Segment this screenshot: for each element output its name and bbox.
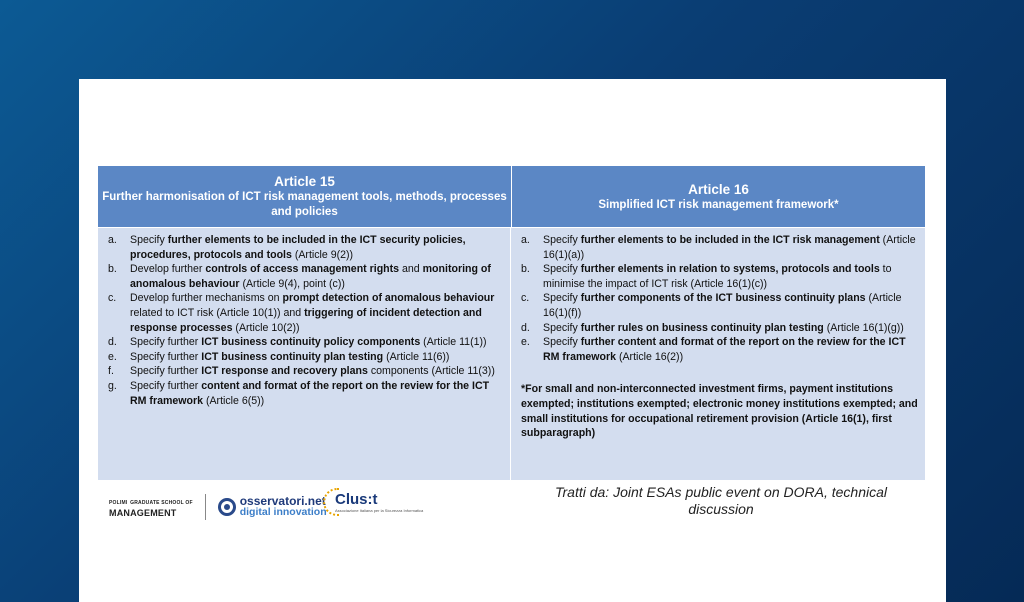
item-text-bold: controls of access management rights bbox=[205, 263, 400, 276]
list-item bbox=[102, 350, 504, 365]
item-text bbox=[130, 291, 504, 335]
item-text bbox=[543, 233, 919, 262]
item-text-plain: components (Article 11(3)) bbox=[367, 365, 495, 378]
item-letter: e. bbox=[108, 350, 117, 363]
item-text-plain: Specify bbox=[543, 292, 581, 305]
item-text-plain: Specify bbox=[543, 336, 581, 349]
item-text bbox=[543, 321, 919, 336]
item-text-plain: Specify bbox=[543, 263, 581, 276]
list-item bbox=[102, 364, 504, 379]
article-15-title: Article 15 bbox=[274, 174, 335, 189]
item-text-bold: prompt detection of anomalous behaviour bbox=[282, 292, 495, 305]
item-letter: a. bbox=[521, 234, 530, 246]
item-text bbox=[130, 379, 504, 408]
item-text-bold: ICT response and recovery plans bbox=[201, 365, 368, 378]
polimi-logo bbox=[109, 496, 193, 518]
logo-divider bbox=[205, 494, 206, 520]
item-text-plain: Specify further bbox=[130, 379, 202, 392]
item-letter: c. bbox=[108, 292, 117, 305]
item-text bbox=[130, 364, 504, 379]
list-item bbox=[102, 335, 504, 350]
clusit-subtitle: Associazione Italiana per la Sicurezza Informatica bbox=[335, 507, 424, 513]
item-text bbox=[130, 335, 504, 350]
osservatori-logo bbox=[218, 496, 327, 518]
item-text-plain: (Article 10(2)) bbox=[232, 321, 300, 334]
item-text-plain: Develop further bbox=[130, 263, 206, 276]
osservatori-name: osservatori.net bbox=[239, 494, 326, 508]
item-letter: c. bbox=[521, 292, 530, 305]
article-15-list bbox=[98, 228, 511, 480]
item-text-bold: further elements in relation to systems, protocols and tools bbox=[580, 263, 880, 276]
item-text-plain: Develop further mechanisms on bbox=[130, 292, 283, 305]
slide bbox=[79, 79, 946, 602]
item-text-plain: (Article 9(4), point (c)) bbox=[239, 277, 345, 290]
list-item bbox=[515, 233, 919, 262]
item-text-bold: triggering of incident detection and response processes bbox=[130, 306, 482, 334]
article-16-cell bbox=[511, 228, 925, 480]
item-text-bold: further content and format of the report on the review for the ICT RM framework bbox=[543, 336, 906, 363]
article-15-header bbox=[98, 166, 512, 227]
list-item bbox=[102, 379, 504, 408]
item-letter: d. bbox=[521, 321, 530, 334]
item-text-bold: further rules on business continuity plan testing bbox=[580, 321, 824, 334]
item-text-plain: to minimise the impact of ICT risk (Article 16(1)(c)) bbox=[543, 263, 892, 290]
item-text-plain: Specify further bbox=[130, 336, 202, 349]
item-text bbox=[543, 262, 919, 291]
item-text-plain: (Article 16(2)) bbox=[616, 350, 684, 363]
item-text-bold: further elements to be included in the ICT security policies, procedures, protocols and tools bbox=[130, 234, 466, 261]
clusit-logo bbox=[323, 488, 423, 516]
item-text-plain: Specify bbox=[130, 234, 168, 246]
comparison-table bbox=[98, 166, 925, 480]
article-16-title: Article 16 bbox=[688, 181, 749, 197]
item-letter: e. bbox=[521, 336, 530, 349]
osservatori-icon bbox=[218, 498, 236, 516]
osservatori-tagline: digital innovation bbox=[239, 506, 327, 518]
footnote: *For small and non-interconnected investment firms, payment institutions exempted; institutions exempted; electronic money institutions exempted; and small institutions for occupational retirement provision (Article 16(1), first subparagraph) bbox=[521, 383, 918, 440]
item-text-bold: content and format of the report on the review for the ICT RM framework bbox=[130, 379, 490, 407]
list-item bbox=[515, 262, 919, 291]
source-caption: Tratti da: Joint ESAs public event on DORA, technical discussion bbox=[554, 484, 887, 517]
article-15-subtitle: Further harmonisation of ICT risk management tools, methods, processes and policies bbox=[102, 191, 507, 218]
item-text bbox=[543, 291, 919, 320]
item-text-plain: (Article 9(2)) bbox=[291, 248, 354, 261]
list-item bbox=[515, 321, 919, 336]
polimi-small: GRADUATE SCHOOL OF bbox=[130, 500, 193, 506]
item-letter: f. bbox=[108, 365, 114, 378]
item-text-plain: (Article 11(6)) bbox=[383, 350, 450, 363]
item-letter: a. bbox=[108, 234, 117, 246]
article-16-subtitle: Simplified ICT risk management framework* bbox=[598, 198, 839, 211]
item-text-plain: and bbox=[399, 263, 423, 276]
item-text-plain: (Article 16(1)(g)) bbox=[823, 321, 904, 334]
item-text-plain: related to ICT risk (Article 10(1)) and bbox=[130, 306, 305, 319]
table-body-row bbox=[98, 227, 925, 480]
item-text bbox=[130, 350, 504, 365]
item-text-plain: (Article 16(1)(a)) bbox=[543, 234, 916, 261]
list-item bbox=[102, 233, 504, 262]
item-text-bold: monitoring of anomalous behaviour bbox=[130, 263, 491, 290]
item-letter: g. bbox=[108, 379, 117, 392]
item-text-plain: Specify bbox=[543, 234, 581, 246]
item-text-plain: Specify bbox=[543, 321, 581, 334]
list-item bbox=[515, 291, 919, 320]
item-letter: b. bbox=[108, 263, 117, 276]
item-text-bold: ICT business continuity policy components bbox=[201, 336, 421, 349]
item-text-plain: Specify further bbox=[130, 365, 202, 378]
item-text-plain: (Article 11(1)) bbox=[420, 336, 487, 349]
item-text-plain: Specify further bbox=[130, 350, 202, 363]
item-text-bold: further elements to be included in the ICT risk management bbox=[580, 234, 880, 246]
item-text-bold: ICT business continuity plan testing bbox=[201, 350, 384, 363]
item-text bbox=[130, 262, 504, 291]
item-letter: b. bbox=[521, 263, 530, 276]
list-item bbox=[102, 262, 504, 291]
clusit-name: Clus:t bbox=[335, 490, 378, 508]
partner-logos bbox=[109, 490, 327, 524]
item-text bbox=[130, 233, 504, 262]
item-letter: d. bbox=[108, 336, 117, 349]
list-item bbox=[102, 291, 504, 335]
table-header-row bbox=[98, 166, 925, 227]
item-text-plain: (Article 16(1)(f)) bbox=[543, 292, 902, 319]
polimi-management: MANAGEMENT bbox=[109, 508, 177, 518]
item-text-bold: further components of the ICT business continuity plans bbox=[580, 292, 866, 305]
list-item bbox=[515, 335, 919, 364]
article-16-list bbox=[515, 233, 919, 364]
article-16-header bbox=[512, 166, 925, 227]
item-text bbox=[543, 335, 919, 364]
item-text-plain: (Article 6(5)) bbox=[203, 394, 265, 407]
polimi-name: POLIMI bbox=[109, 500, 128, 506]
